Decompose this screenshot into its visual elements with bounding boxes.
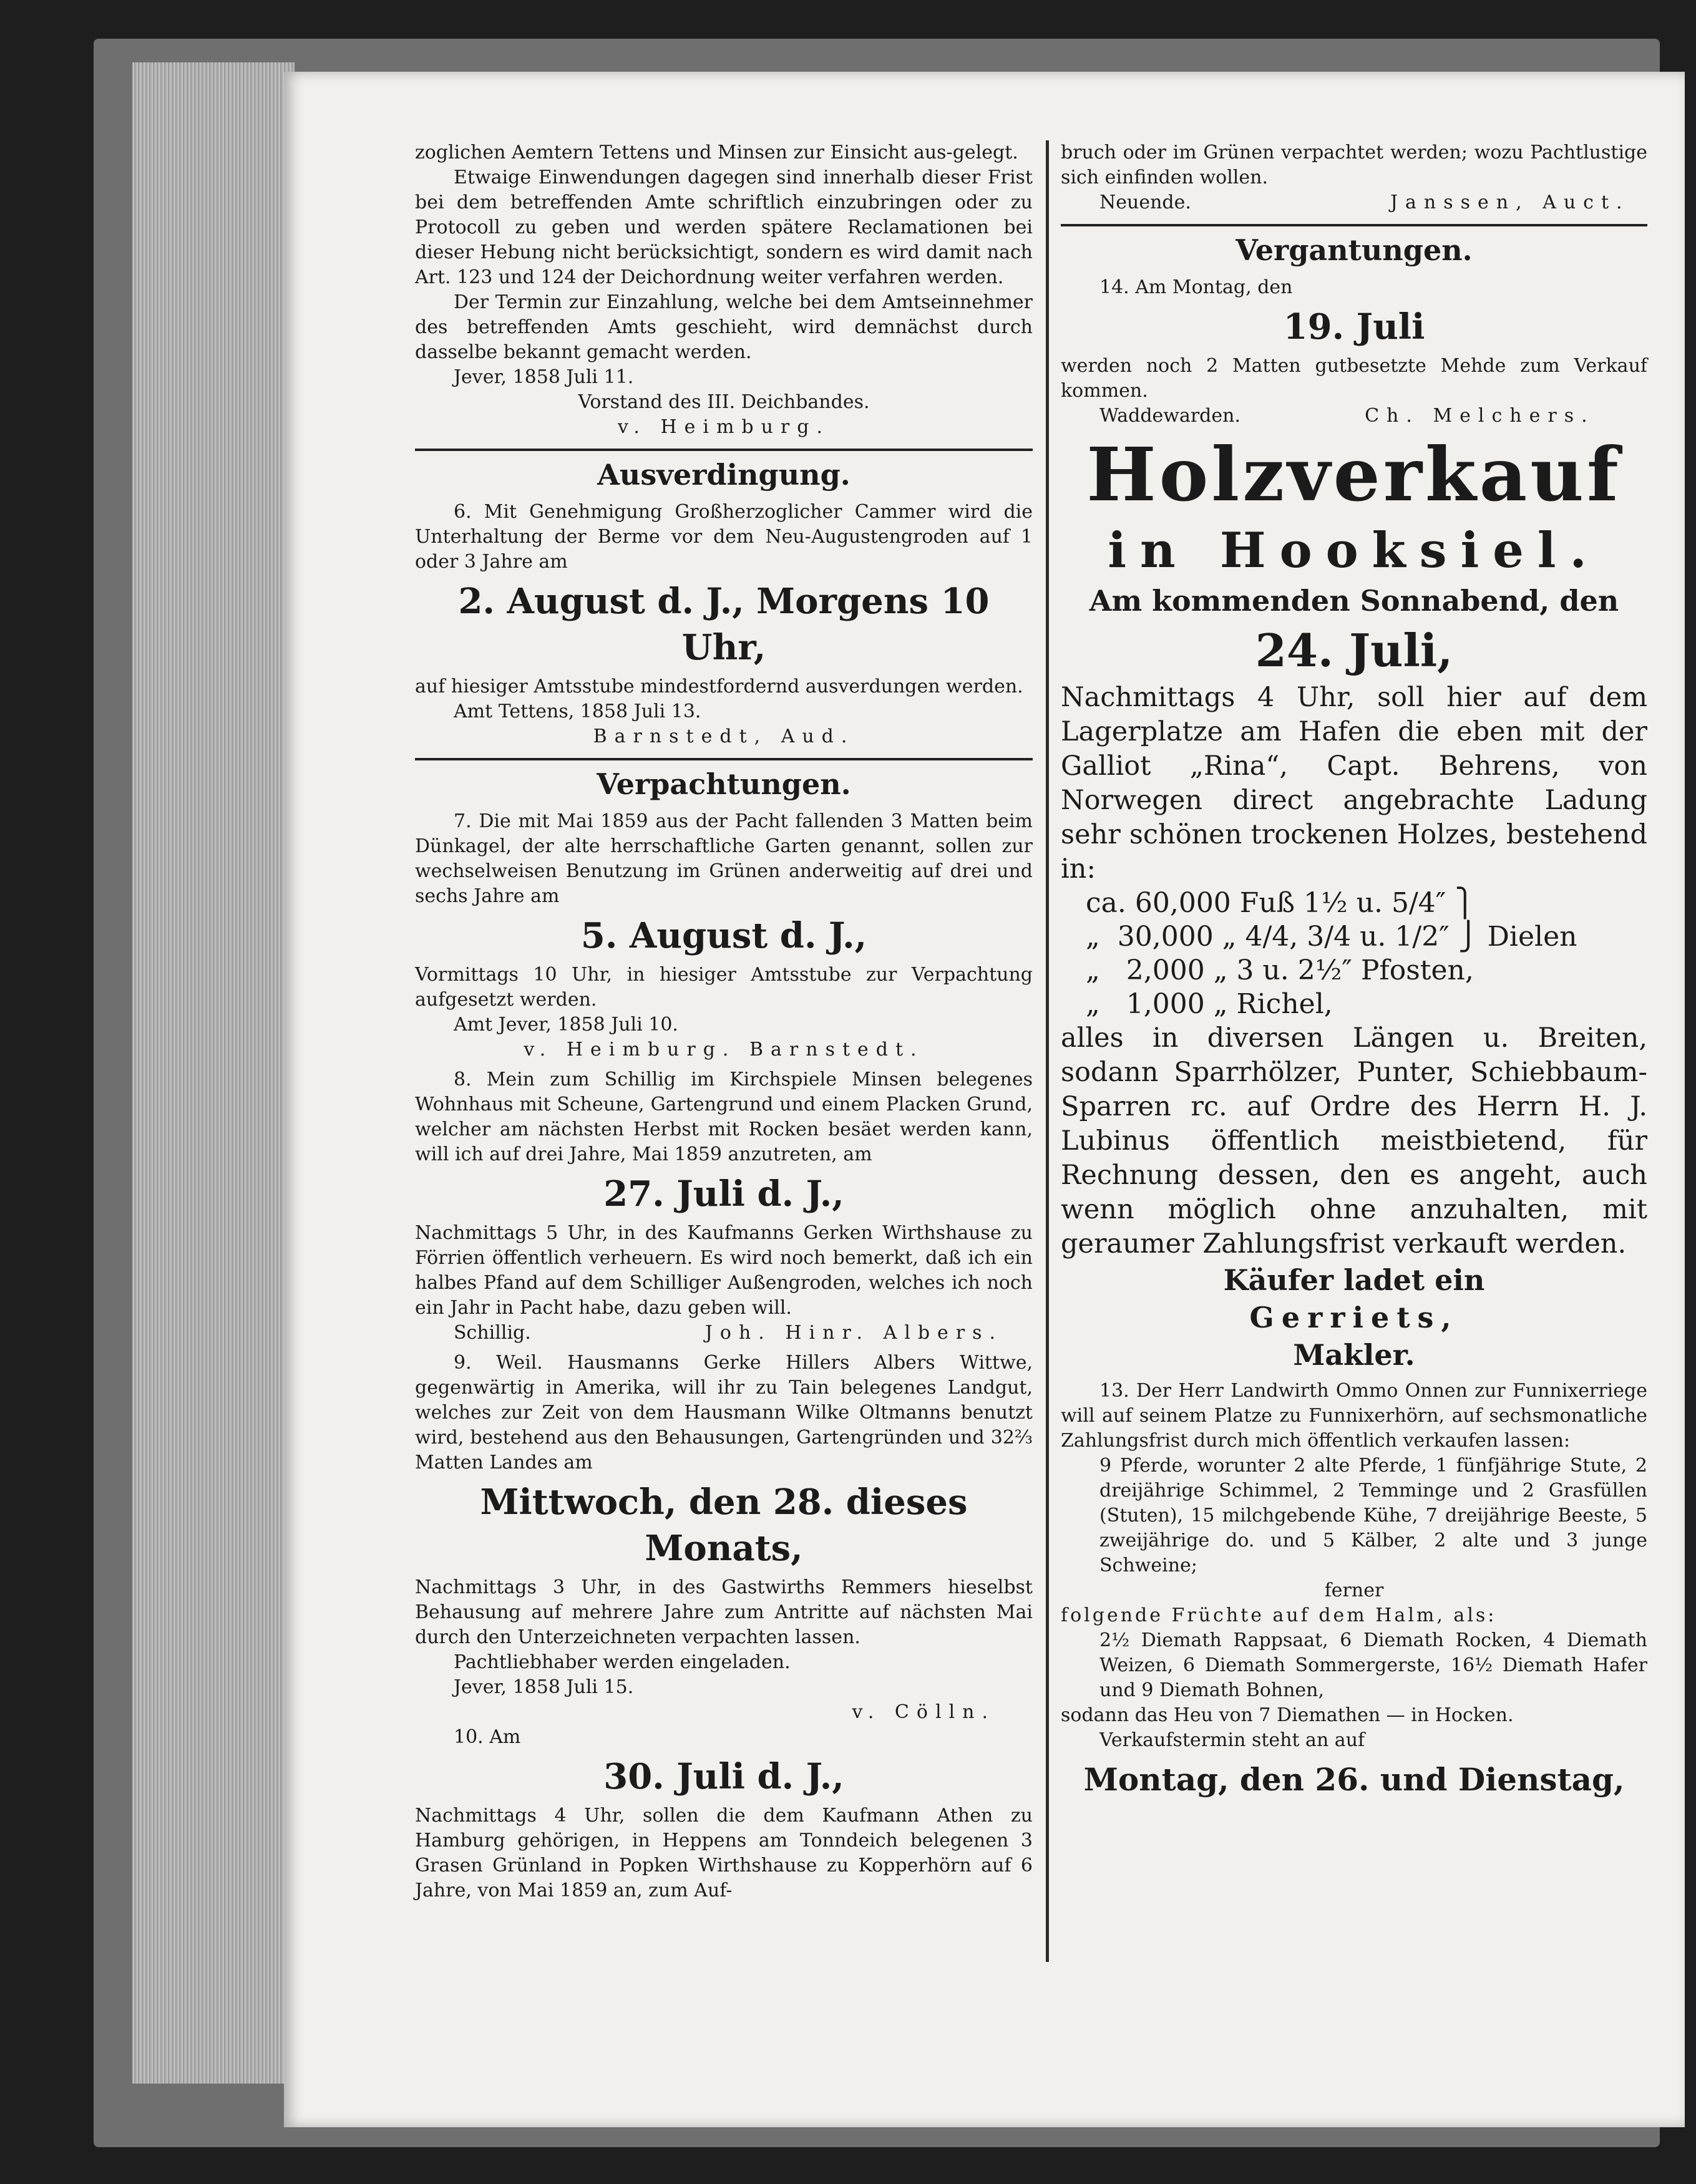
verpachtung-8-signline — [415, 1321, 1033, 1346]
vergantung-14-date: 19. Juli — [1283, 306, 1425, 347]
holzverkauf-date: 24. Juli, — [1255, 624, 1453, 677]
vergantung-13-fruits: 2½ Diemath Rappsaat, 6 Diemath Rocken, 4 Diemath Weizen, 6 Diemath Sommergerste, 16½ Diemath Hafer und 9 Diemath Bohnen, — [1099, 1629, 1647, 1701]
right-column — [1061, 140, 1647, 1807]
vergantung-13-text: 13. Der Herr Landwirth Ommo Onnen zur Funnixerriege will auf seinem Platze zu Funnixerhörn, auf sechsmonatliche Zahlungsfrist durch mich öffentlich verkaufen lassen: — [1061, 1380, 1647, 1452]
holzverkauf-item-1: ca. 60,000 Fuß 1½ u. 5/4″ ⎫ — [1086, 887, 1476, 919]
verpachtung-8-text2: Nachmittags 5 Uhr, in des Kaufmanns Gerken Wirthshause zu Förrien öffentlich verheuern. Es wird noch bemerkt, daß ich ein halbes Pfand auf dem Schilliger Außengroden, welches ich noch ein Jahr in Pacht habe, dazu geben will. — [415, 1222, 1033, 1319]
continued-signature: Janssen, Auct. — [1390, 192, 1630, 213]
continued-text: bruch oder im Grünen verpachtet werden; wozu Pachtlustige sich einfinden wollen. — [1061, 142, 1647, 188]
vergantung-13-fruits-head: folgende Früchte auf dem Halm, als: — [1061, 1604, 1497, 1626]
column-divider — [1046, 140, 1049, 1962]
deich-text-3: Der Termin zur Einzahlung, welche bei dem Amtseinnehmer des betreffenden Amts geschieht, wird demnächst durch dasselbe bekannt gemacht werden. — [415, 291, 1033, 363]
ausverdingung-text: 6. Mit Genehmigung Großherzoglicher Cammer wird die Unterhaltung der Berme vor dem Neu-Augustengroden auf 1 oder 3 Jahre am — [415, 501, 1033, 573]
holzverkauf-text2: alles in diversen Längen u. Breiten, sodann Sparrhölzer, Punter, Schiebbaum-Sparren rc. auf Ordre des Herrn H. J. Lubinus öffentlich meistbietend, für Rechnung dessen, den es angeht, auch wenn möglich ohne anzuhalten, mit geraumer Zahlungsfrist verkauft werden. — [1061, 1022, 1647, 1259]
verpachtung-9-place: Jever, 1858 Juli 15. — [454, 1676, 634, 1698]
ausverdingung-place: Amt Tettens, 1858 Juli 13. — [454, 701, 701, 722]
verpachtung-7-signature: v. Heimburg. Barnstedt. — [524, 1039, 924, 1060]
vergantung-13-date: Montag, den 26. und Dienstag, — [1083, 1761, 1625, 1798]
ausverdingung-text2: auf hiesiger Amtsstube mindestfordernd ausverdungen werden. — [415, 676, 1023, 697]
ausverdingung-date: 2. August d. J., Morgens 10 Uhr, — [458, 581, 990, 668]
verpachtung-10-date: 30. Juli d. J., — [603, 1756, 844, 1797]
holzverkauf-intro: Am kommenden Sonnabend, den — [1089, 584, 1619, 618]
holzverkauf-item-2: „ 30,000 „ 4/4, 3/4 u. 1/2″ ⎭ Dielen — [1086, 921, 1577, 953]
verpachtung-7-date: 5. August d. J., — [580, 915, 867, 956]
vergantung-13-items: 9 Pferde, worunter 2 alte Pferde, 1 fünfjährige Stute, 2 dreijährige Schimmel, 2 Temminge und 2 Grasfüllen (Stuten), 15 milchgebende Kühe, 7 dreijährige Beeste, 5 zweijährige do. und 5 Kälber, 2 alte und 3 junge Schweine; — [1099, 1455, 1647, 1576]
verpachtung-7-place: Amt Jever, 1858 Juli 10. — [454, 1014, 678, 1036]
verpachtung-7-text2: Vormittags 10 Uhr, in hiesiger Amtsstube zur Verpachtung aufgesetzt werden. — [415, 964, 1033, 1011]
vergantung-14-place: Waddewarden. — [1099, 405, 1240, 427]
deich-authority: Vorstand des III. Deichbandes. — [578, 391, 870, 413]
section-rule — [415, 449, 1033, 451]
verpachtung-7-text: 7. Die mit Mai 1859 aus der Pacht fallenden 3 Matten beim Dünkagel, der alte herrschaftliche Garten genannt, sollen zur wechselweisen Benutzung im Grünen anderweitig auf drei und sechs Jahre am — [415, 810, 1033, 907]
vergantung-13-hay: sodann das Heu von 7 Diemathen — in Hocken. — [1061, 1704, 1514, 1726]
deich-signature: v. Heimburg. — [617, 416, 831, 438]
ausverdingung-signature: Barnstedt, Aud. — [593, 726, 855, 747]
section-rule — [1061, 224, 1647, 226]
verpachtung-10-text: 10. Am — [454, 1726, 521, 1748]
continued-place: Neuende. — [1099, 192, 1191, 213]
left-column — [415, 140, 1033, 1903]
holzverkauf-signature: Gerriets, — [1249, 1301, 1459, 1334]
vergantung-13-ferner: ferner — [1324, 1580, 1384, 1601]
heading-verpachtungen: Verpachtungen. — [597, 767, 851, 801]
vergantung-14-text: 14. Am Montag, den — [1099, 276, 1293, 298]
vergantung-14-signature: Ch. Melchers. — [1365, 405, 1595, 427]
holzverkauf-text: Nachmittags 4 Uhr, soll hier auf dem Lagerplatze am Hafen die eben mit der Galliot „Rina“, Capt. Behrens, von Norwegen direct angebrachte Ladung sehr schönen trockenen Holzes, bestehend in: — [1061, 682, 1647, 885]
heading-vergantungen: Vergantungen. — [1235, 233, 1473, 267]
page-edges — [132, 62, 295, 2084]
verpachtung-8-signature: Joh. Hinr. Albers. — [704, 1322, 1003, 1344]
deich-place: Jever, 1858 Juli 11. — [454, 366, 634, 388]
holzverkauf-item-3: „ 2,000 „ 3 u. 2½″ Pfosten, — [1086, 954, 1474, 986]
verpachtung-9-date: Mittwoch, den 28. dieses Monats, — [480, 1482, 968, 1569]
holzverkauf-sign-title: Makler. — [1293, 1338, 1415, 1372]
holzverkauf-invite: Käufer ladet ein — [1223, 1263, 1485, 1297]
verpachtung-9-text2: Nachmittags 3 Uhr, in des Gastwirths Remmers hieselbst Behausung auf mehrere Jahre zum Antritte auf nächsten Mai durch den Unterzeichneten verpachten lassen. — [415, 1576, 1033, 1648]
verpachtung-10-text2: Nachmittags 4 Uhr, sollen die dem Kaufmann Athen zu Hamburg gehörigen, in Heppens am Tonndeich belegenen 3 Grasen Grünland in Popken Wirthshause zu Kopperhörn auf 6 Jahre, von Mai 1859 an, zum Auf- — [415, 1805, 1033, 1901]
verpachtung-9-text: 9. Weil. Hausmanns Gerke Hillers Albers Wittwe, gegenwärtig in Amerika, will ihr zu Tain belegenes Landgut, welches zur Zeit von dem Hausmann Wilke Oltmanns benutzt wird, bestehend aus den Behausungen, Gartengründen und 32⅔ Matten Landes am — [415, 1352, 1033, 1473]
holzverkauf-subtitle: in Hooksiel. — [1108, 522, 1601, 579]
deich-text-1: zoglichen Aemtern Tettens und Minsen zur Einsicht aus-gelegt. — [415, 142, 1018, 163]
heading-ausverdingung: Ausverdingung. — [597, 458, 850, 492]
vergantung-13-termin: Verkaufstermin steht an auf — [1099, 1729, 1365, 1751]
verpachtung-8-place: Schillig. — [454, 1322, 531, 1344]
verpachtung-9-signature: v. Cölln. — [852, 1701, 995, 1723]
verpachtung-8-text: 8. Mein zum Schillig im Kirchspiele Minsen belegenes Wohnhaus mit Scheune, Gartengrund und einem Placken Grund, welcher am nächsten Herbst mit Rocken besäet werden kann, will ich auf drei Jahre, Mai 1859 anzutreten, am — [415, 1069, 1033, 1165]
vergantung-14-text2: werden noch 2 Matten gutbesetzte Mehde zum Verkauf kommen. — [1061, 355, 1647, 402]
deich-text-2: Etwaige Einwendungen dagegen sind innerhalb dieser Frist bei dem betreffenden Amte schriftlich einzubringen oder zu Protocoll zu geben und werden spätere Reclamationen bei dieser Hebung nicht berücksichtigt, sondern es wird damit nach Art. 123 und 124 der Deichordnung weiter verfahren werden. — [415, 167, 1033, 288]
continued-signline — [1061, 190, 1647, 215]
vergantung-14-signline — [1061, 404, 1647, 429]
holzverkauf-item-4: „ 1,000 „ Richel, — [1086, 988, 1333, 1020]
section-rule — [415, 758, 1033, 760]
verpachtung-8-date: 27. Juli d. J., — [603, 1173, 844, 1215]
verpachtung-9-text3: Pachtliebhaber werden eingeladen. — [454, 1651, 791, 1673]
holzverkauf-title: Holzverkauf — [1086, 431, 1622, 518]
